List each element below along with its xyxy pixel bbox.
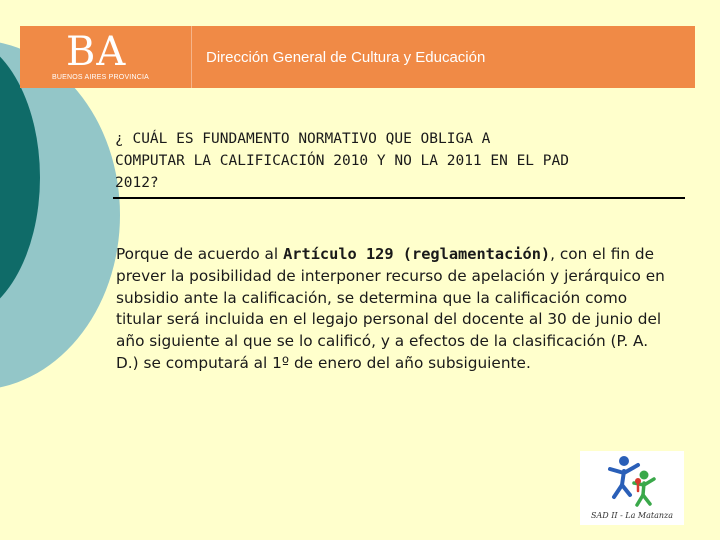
question-heading: ¿ CUÁL ES FUNDAMENTO NORMATIVO QUE OBLIGA A COMPUTAR LA CALIFICACIÓN 2010 Y NO LA 2011 EN EL PAD 2012? xyxy=(115,131,569,191)
question-underline xyxy=(113,197,685,199)
ba-logo: BA xyxy=(66,29,127,75)
answer-intro: Porque de acuerdo al xyxy=(116,245,284,263)
banner-title: Dirección General de Cultura y Educación xyxy=(206,49,486,66)
people-figures-icon xyxy=(580,451,684,511)
school-logo xyxy=(580,451,684,525)
ba-logo-subtitle: BUENOS AIRES PROVINCIA xyxy=(52,74,149,81)
school-logo-caption: SAD II - La Matanza xyxy=(590,511,674,520)
banner-divider xyxy=(191,26,192,88)
answer-paragraph xyxy=(116,244,666,375)
answer-article-reference: Artículo 129 (reglamentación) xyxy=(283,245,551,263)
header-banner xyxy=(20,26,695,88)
answer-body: , con el fin de prever la posibilidad de interponer recurso de apelación y jerárquico en subsidio ante la calificación, se determina que la calificación como titular será incluida en el legajo personal del docente al 30 de junio del año siguiente al que se lo calificó, y a efectos de la clasificación (P. A. D.) se computará al 1º de enero del año subsiguiente. xyxy=(116,245,665,372)
